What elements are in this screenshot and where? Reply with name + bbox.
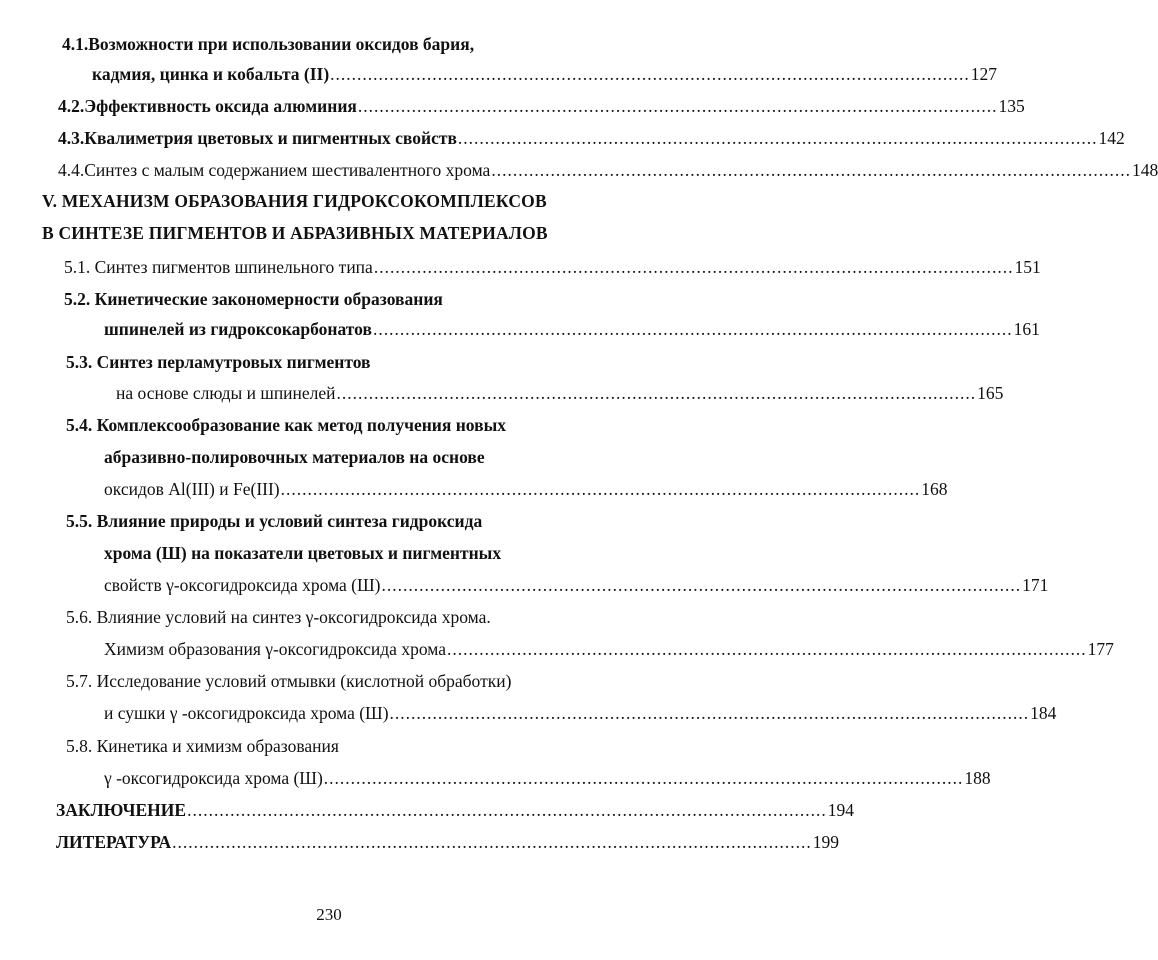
toc-entry-title: оксидов Al(III) и Fe(III) (104, 479, 280, 499)
toc-page-number: 184 (1030, 703, 1057, 723)
leader-dots: ....................................................................................................................... (372, 319, 1013, 339)
leader-dots: ....................................................................................................................... (446, 639, 1087, 659)
leader-dots: ....................................................................................................................... (172, 832, 812, 852)
toc-entry-title: и сушки γ -оксогидроксида хрома (Ш) (104, 703, 389, 723)
leader-dots: ....................................................................................................................... (187, 800, 827, 820)
toc-entry-title: свойств γ-оксогидроксида хрома (Ш) (104, 575, 381, 595)
toc-entry-title: Химизм образования γ-оксогидроксида хрома (104, 639, 446, 659)
toc-entry-5-2-line1: 5.2. Кинетические закономерности образования (64, 289, 443, 309)
toc-entry-5-8 (104, 767, 991, 789)
toc-entry-5-5-line1: 5.5. Влияние природы и условий синтеза гидроксида (66, 511, 483, 531)
toc-entry-4-4 (58, 159, 1158, 181)
toc-page-number: 148 (1131, 160, 1158, 180)
toc-page-number: 127 (970, 64, 998, 84)
toc-entry-5-7-line1: 5.7. Исследование условий отмывки (кислотной обработки) (66, 671, 512, 691)
leader-dots: ....................................................................................................................... (336, 383, 977, 403)
toc-entry-5-4 (104, 478, 948, 500)
leader-dots: ....................................................................................................................... (457, 128, 1098, 148)
toc-page-number: 194 (827, 800, 854, 820)
toc-entry-5-3 (116, 382, 1004, 404)
toc-entry-5-1 (64, 256, 1041, 278)
toc-entry-5-5-line2: хрома (Ш) на показатели цветовых и пигментных (104, 543, 502, 563)
leader-dots: ....................................................................................................................... (323, 768, 964, 788)
toc-entry-title: ЛИТЕРАТУРА (56, 832, 172, 852)
toc-entry-5-6-line1: 5.6. Влияние условий на синтез γ-оксогидроксида хрома. (66, 607, 491, 627)
toc-entry-5-7 (104, 702, 1057, 724)
toc-entry-title: шпинелей из гидроксокарбонатов (104, 319, 372, 339)
toc-entry-title: 4.2.Эффективность оксида алюминия (58, 96, 357, 116)
toc-entry-title: кадмия, цинка и кобальта (II) (92, 64, 330, 84)
toc-entry-4-2 (58, 95, 1025, 117)
toc-page-number: 177 (1087, 639, 1114, 659)
page-number: 230 (316, 905, 342, 924)
toc-page-number: 151 (1014, 257, 1041, 277)
chapter-heading-line2: В СИНТЕЗЕ ПИГМЕНТОВ И АБРАЗИВНЫХ МАТЕРИАЛОВ (42, 223, 548, 243)
leader-dots: ....................................................................................................................... (280, 479, 921, 499)
leader-dots: ....................................................................................................................... (491, 160, 1131, 180)
toc-entry-5-4-line2: абразивно-полировочных материалов на основе (104, 447, 485, 467)
toc-entry-5-4-line1: 5.4. Комплексообразование как метод получения новых (66, 415, 506, 435)
toc-page-number: 161 (1013, 319, 1040, 339)
leader-dots: ....................................................................................................................... (373, 257, 1014, 277)
toc-entry-title: ЗАКЛЮЧЕНИЕ (56, 800, 187, 820)
toc-page-number: 199 (812, 832, 840, 852)
toc-entry-5-8-line1: 5.8. Кинетика и химизм образования (66, 736, 339, 756)
toc-page-number: 168 (921, 479, 948, 499)
toc-entry-5-3-line1: 5.3. Синтез перламутровых пигментов (66, 352, 371, 372)
toc-entry-4-1-line1: 4.1.Возможности при использовании оксидов бария, (62, 34, 475, 54)
leader-dots: ....................................................................................................................... (381, 575, 1022, 595)
toc-entry-5-5 (104, 574, 1049, 596)
toc-entry-title: на основе слюды и шпинелей (116, 383, 336, 403)
toc-entry-conclusion (56, 799, 854, 821)
leader-dots: ....................................................................................................................... (357, 96, 998, 116)
toc-entry-title: γ -оксогидроксида хрома (Ш) (104, 768, 323, 788)
toc-entry-5-2 (104, 318, 1040, 340)
leader-dots: ....................................................................................................................... (330, 64, 970, 84)
toc-entry-title: 5.1. Синтез пигментов шпинельного типа (64, 257, 373, 277)
toc-entry-title: 4.3.Квалиметрия цветовых и пигментных свойств (58, 128, 457, 148)
leader-dots: ....................................................................................................................... (389, 703, 1030, 723)
toc-page-number: 165 (977, 383, 1004, 403)
toc-page-number: 171 (1022, 575, 1049, 595)
toc-entry-references (56, 831, 840, 853)
toc-entry-4-1 (92, 63, 998, 85)
chapter-heading-line1: V. МЕХАНИЗМ ОБРАЗОВАНИЯ ГИДРОКСОКОМПЛЕКСОВ (42, 191, 547, 211)
toc-entry-5-6 (104, 638, 1114, 660)
toc-page-number: 142 (1098, 128, 1125, 148)
toc-page-number: 188 (964, 768, 991, 788)
toc-page-number: 135 (998, 96, 1025, 116)
toc-entry-4-3 (58, 127, 1125, 149)
toc-entry-title: 4.4.Синтез с малым содержанием шестивалентного хрома (58, 160, 491, 180)
